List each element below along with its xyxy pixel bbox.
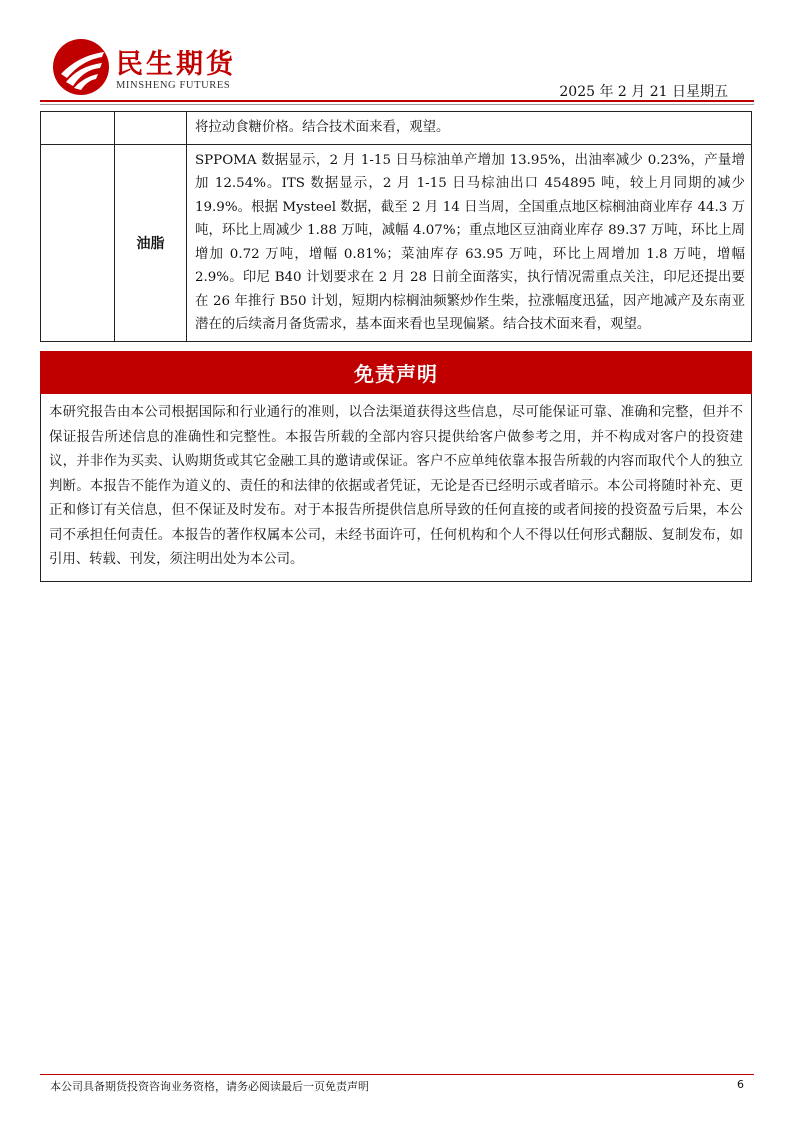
footer-notice: 本公司具备期货投资咨询业务资格，请务必阅读最后一页免责声明 xyxy=(50,1080,369,1093)
brand-name-cn: 民生期货 xyxy=(116,49,236,80)
table-row xyxy=(41,145,751,341)
table-row xyxy=(41,112,751,145)
table-cell-sector xyxy=(41,112,115,144)
page-number: 6 xyxy=(737,1078,744,1091)
disclaimer-body: 本研究报告由本公司根据国际和行业通行的准则，以合法渠道获得这些信息，尽可能保证可靠、准确和完整，但并不保证报告所述信息的准确性和完整性。本报告所载的全部内容只提供给客户做参考之用，并不构成对客户的投资建议，并非作为买卖、认购期货或其它金融工具的邀请或保证。客户不应单纯依靠本报告所载的内容而取代个人的独立判断。本报告不能作为道义的、责任的和法律的依据或者凭证，无论是否已经明示或者暗示。本公司将随时补充、更正和修订有关信息，但不保证及时发布。对于本报告所提供信息所导致的任何直接的或者间接的投资盈亏后果，本公司不承担任何责任。本报告的著作权属本公司，未经书面许可，任何机构和个人不得以任何形式翻版、复制发布，如引用、转载、刊发，须注明出处为本公司。 xyxy=(40,394,752,582)
table-cell-category: 油脂 xyxy=(115,145,187,341)
table-cell-sector xyxy=(41,145,115,341)
header-divider-secondary xyxy=(40,104,754,105)
table-cell-text: SPPOMA 数据显示，2 月 1-15 日马棕油单产增加 13.95%，出油率减少 0.23%，产量增加 12.54%。ITS 数据显示，2 月 1-15 日马棕油出口 454895 吨，较上月同期的减少 19.9%。根据 Mysteel 数据，截至 2 月 14 日当周，全国重点地区棕榈油商业库存 44.3 万吨，环比上周减少 1.88 万吨，减幅 4.07%；重点地区豆油商业库存 89.37 万吨，环比上周增加 0.72 万吨，增幅 0.81%；菜油库存 63.95 万吨，环比上周增加 1.8 万吨，增幅 2.9%。印尼 B40 计划要求在 2 月 28 日前全面落实，执行情况需重点关注，印尼还提出要在 26 年推行 B50 计划，短期内棕榈油频繁炒作生柴，拉涨幅度迅猛，因产地减产及东南亚潜在的后续斋月备货需求，基本面来看也呈现偏紧。结合技术面来看，观望。 xyxy=(195,152,745,332)
disclaimer-title: 免责声明 xyxy=(40,351,752,394)
table-cell-category xyxy=(115,112,187,144)
minsheng-logo-icon xyxy=(52,38,110,96)
report-date: 2025 年 2 月 21 日星期五 xyxy=(559,84,728,100)
brand-name-en: MINSHENG FUTURES xyxy=(116,80,231,91)
table-cell-text: 将拉动食糖价格。结合技术面来看，观望。 xyxy=(195,120,450,135)
footer-divider xyxy=(40,1074,754,1075)
commodity-table xyxy=(40,111,752,342)
header-divider xyxy=(40,100,754,102)
